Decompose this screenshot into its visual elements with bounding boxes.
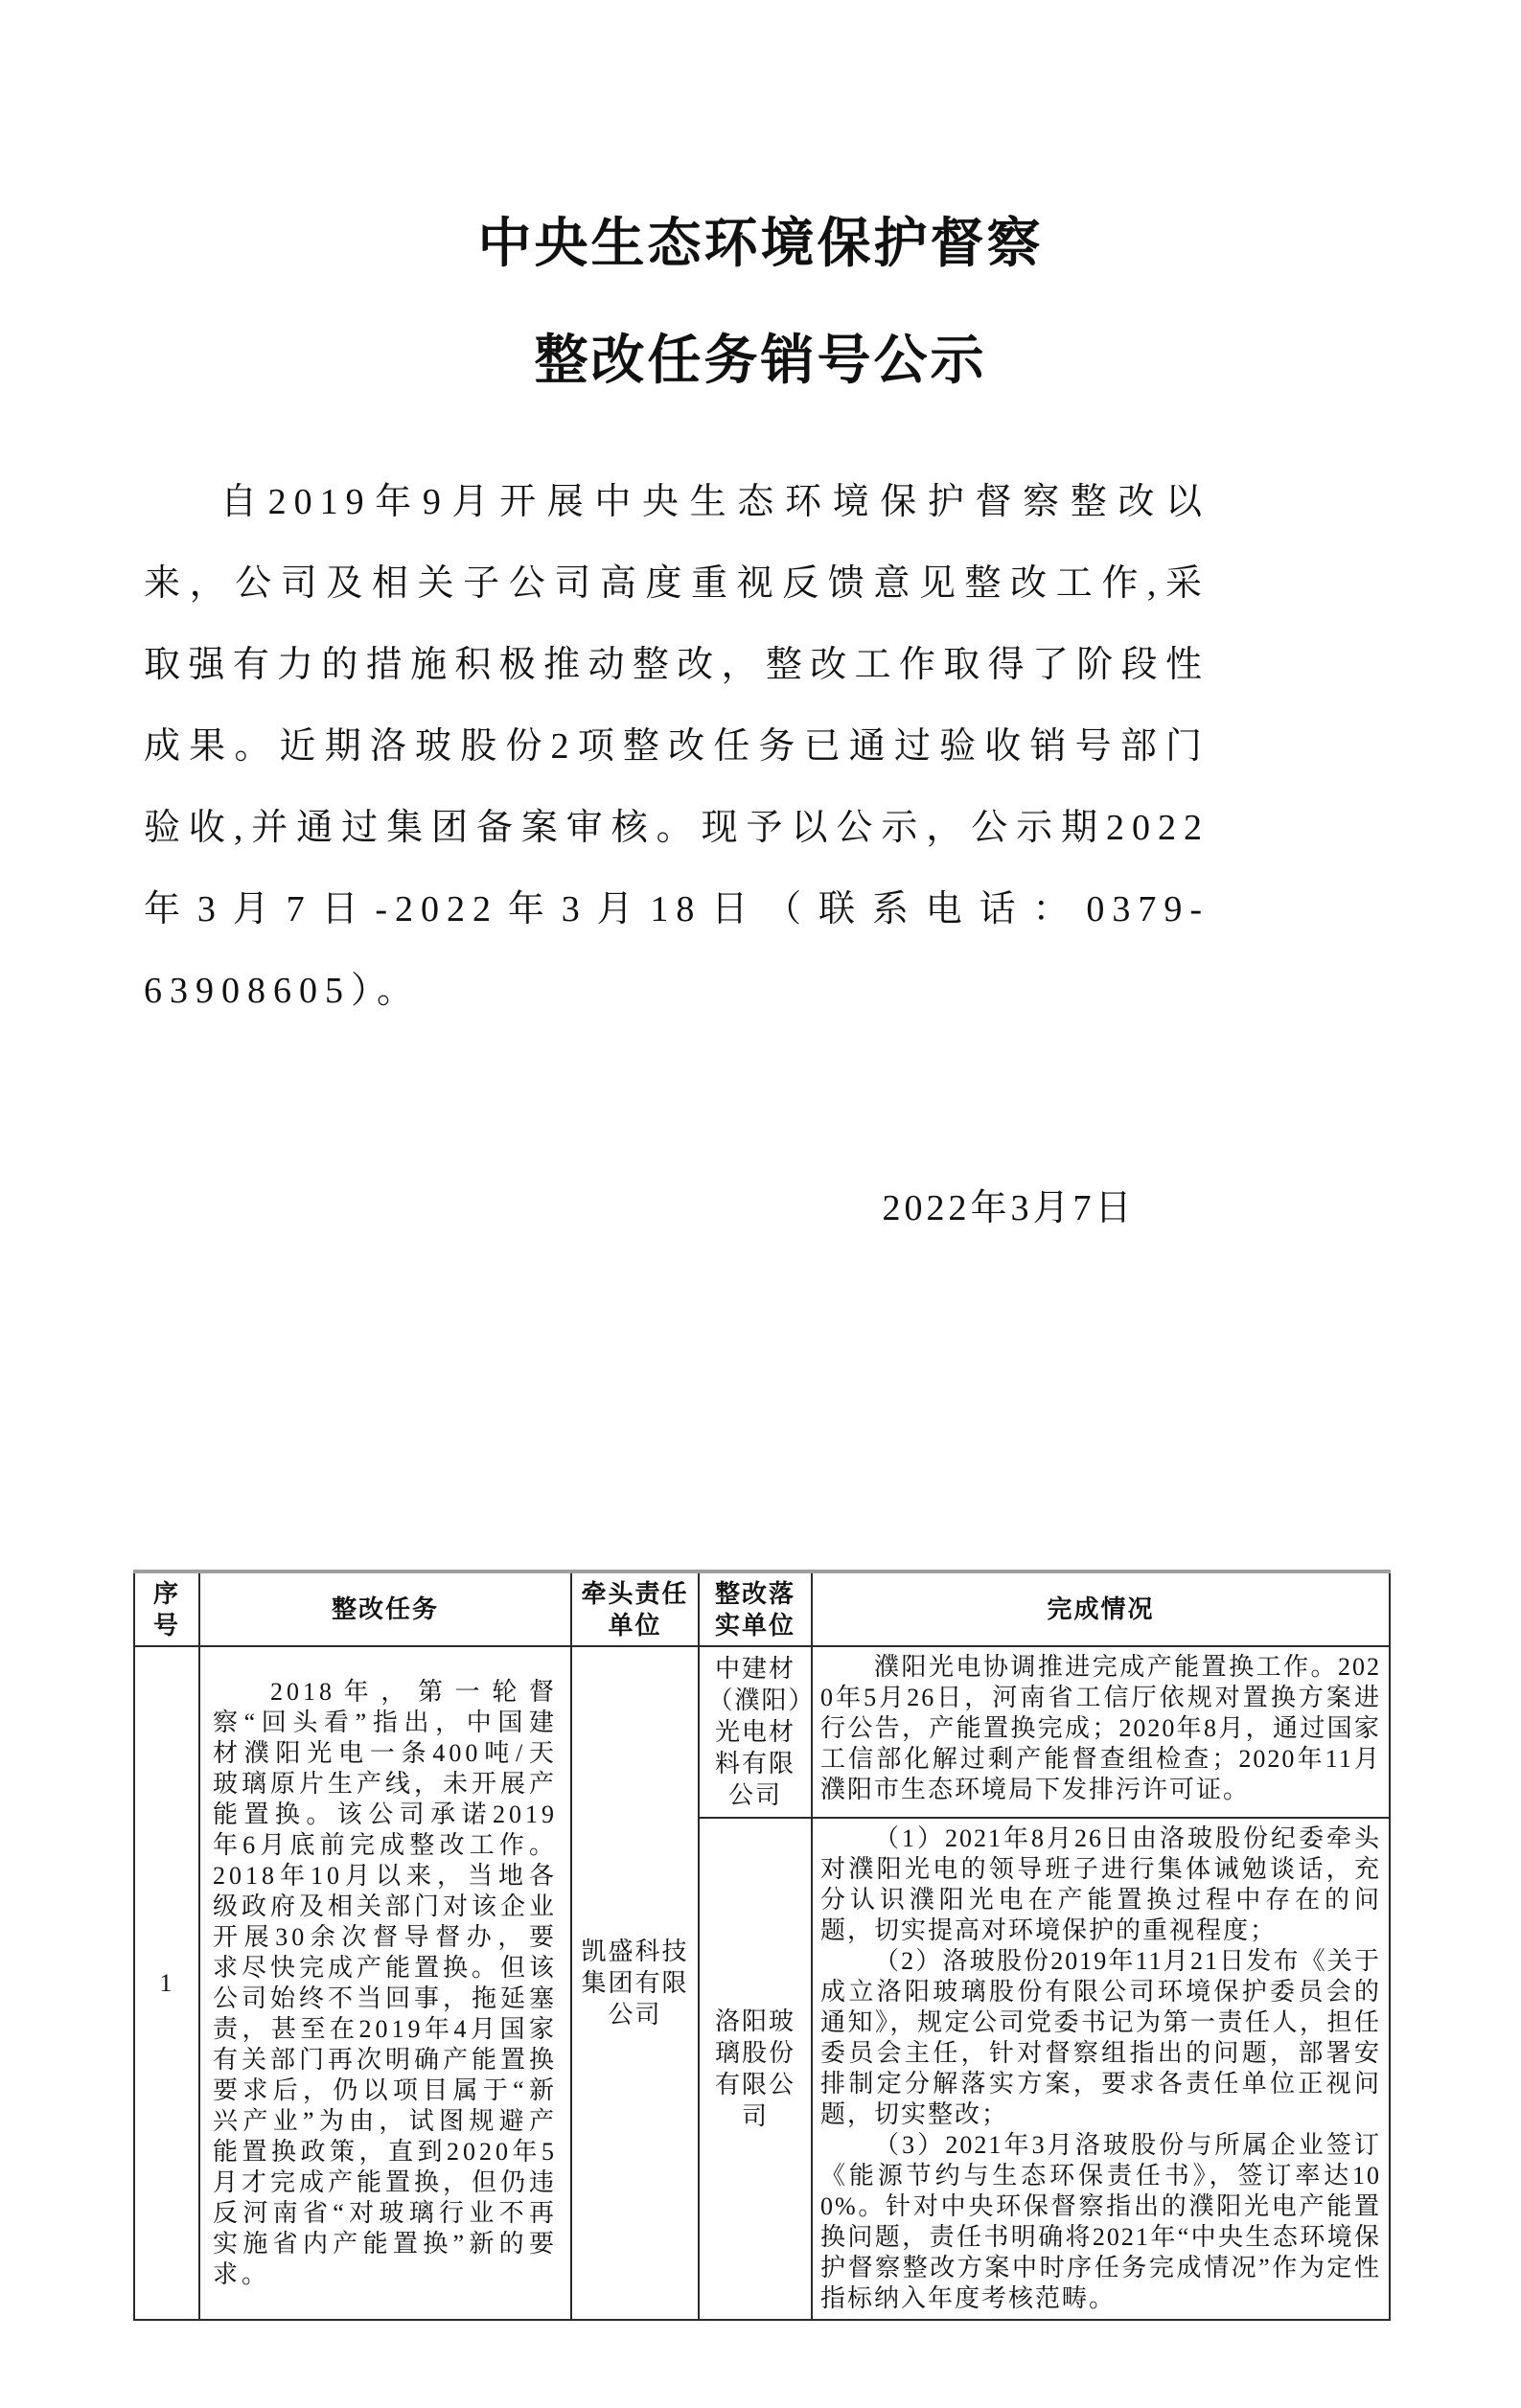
cell-lead-unit: 凯盛科技集团有限公司 (571, 1646, 699, 2320)
column-header-seq: 序号 (134, 1571, 199, 1646)
signature-date: 2022年3月7日 (882, 1188, 1136, 1228)
completion-2-paragraph-2: （2）洛玻股份2019年11月21日发布《关于成立洛阳玻璃股份有限公司环境保护委员会的通知》，规定公司党委书记为第一责任人，担任委员会主任，针对督察组指出的问题，部署安排制定分解落实方案，要求各责任单位正视问题，切实整改； (820, 1947, 1381, 2128)
document-title-block (0, 0, 1521, 395)
cell-impl-unit-1: 中建材（濮阳）光电材料有限公司 (699, 1646, 812, 1818)
cell-completion-2 (812, 1818, 1390, 2320)
table-header-row (134, 1571, 1390, 1646)
rectification-task-table (133, 1570, 1391, 2321)
column-header-impl-unit: 整改落实单位 (699, 1571, 812, 1646)
cell-seq-number: 1 (134, 1646, 199, 2320)
cell-impl-unit-2: 洛阳玻璃股份有限公司 (699, 1818, 812, 2320)
column-header-lead-unit: 牵头责任单位 (571, 1571, 699, 1646)
doc-title-line-2: 整改任务销号公示 (534, 332, 987, 391)
column-header-completion: 完成情况 (812, 1571, 1390, 1646)
announcement-paragraph: 自2019年9月开展中央生态环境保护督察整改以来，公司及相关子公司高度重视反馈意见整改工作,采取强有力的措施积极推动整改，整改工作取得了阶段性成果。近期洛玻股份2项整改任务已通过验收销号部门验收,并通过集团备案审核。现予以公示，公示期2022年3月7日-2022年3月18日（联系电话：0379-63908605）。 (144, 482, 1210, 1011)
doc-title-line-1: 中央生态环境保护督察 (477, 215, 1044, 274)
completion-1-paragraph: 濮阳光电协调推进完成产能置换工作。2020年5月26日，河南省工信厅依规对置换方案进行公告，产能置换完成；2020年8月，通过国家工信部化解过剩产能督查组检查；2020年11月濮阳市生态环境局下发排污许可证。 (820, 1653, 1381, 1803)
column-header-task: 整改任务 (199, 1571, 571, 1646)
cell-task (199, 1646, 571, 2320)
cell-completion-1 (812, 1646, 1390, 1818)
completion-2-paragraph-3: （3）2021年3月洛玻股份与所属企业签订《能源节约与生态环保责任书》，签订率达100%。针对中央环保督察指出的濮阳光电产能置换问题，责任书明确将2021年“中央生态环境保护督察整改方案中时序任务完成情况”作为定性指标纳入年度考核范畴。 (820, 2131, 1381, 2312)
task-paragraph: 2018年，第一轮督察“回头看”指出，中国建材濮阳光电一条400吨/天玻璃原片生产线，未开展产能置换。该公司承诺2019年6月底前完成整改工作。2018年10月以来，当地各级政府及相关部门对该企业开展30余次督导督办，要求尽快完成产能置换。但该公司始终不当回事，拖延塞责，甚至在2019年4月国家有关部门再次明确产能置换要求后，仍以项目属于“新兴产业”为由，试图规避产能置换政策，直到2020年5月才完成产能置换，但仍违反河南省“对玻璃行业不再实施省内产能置换”新的要求。 (213, 1677, 559, 2288)
completion-2-paragraph-1: （1）2021年8月26日由洛玻股份纪委牵头对濮阳光电的领导班子进行集体诫勉谈话，充分认识濮阳光电在产能置换过程中存在的问题，切实提高对环境保护的重视程度； (820, 1824, 1381, 1944)
table-row-sub-a (134, 1646, 1390, 1818)
